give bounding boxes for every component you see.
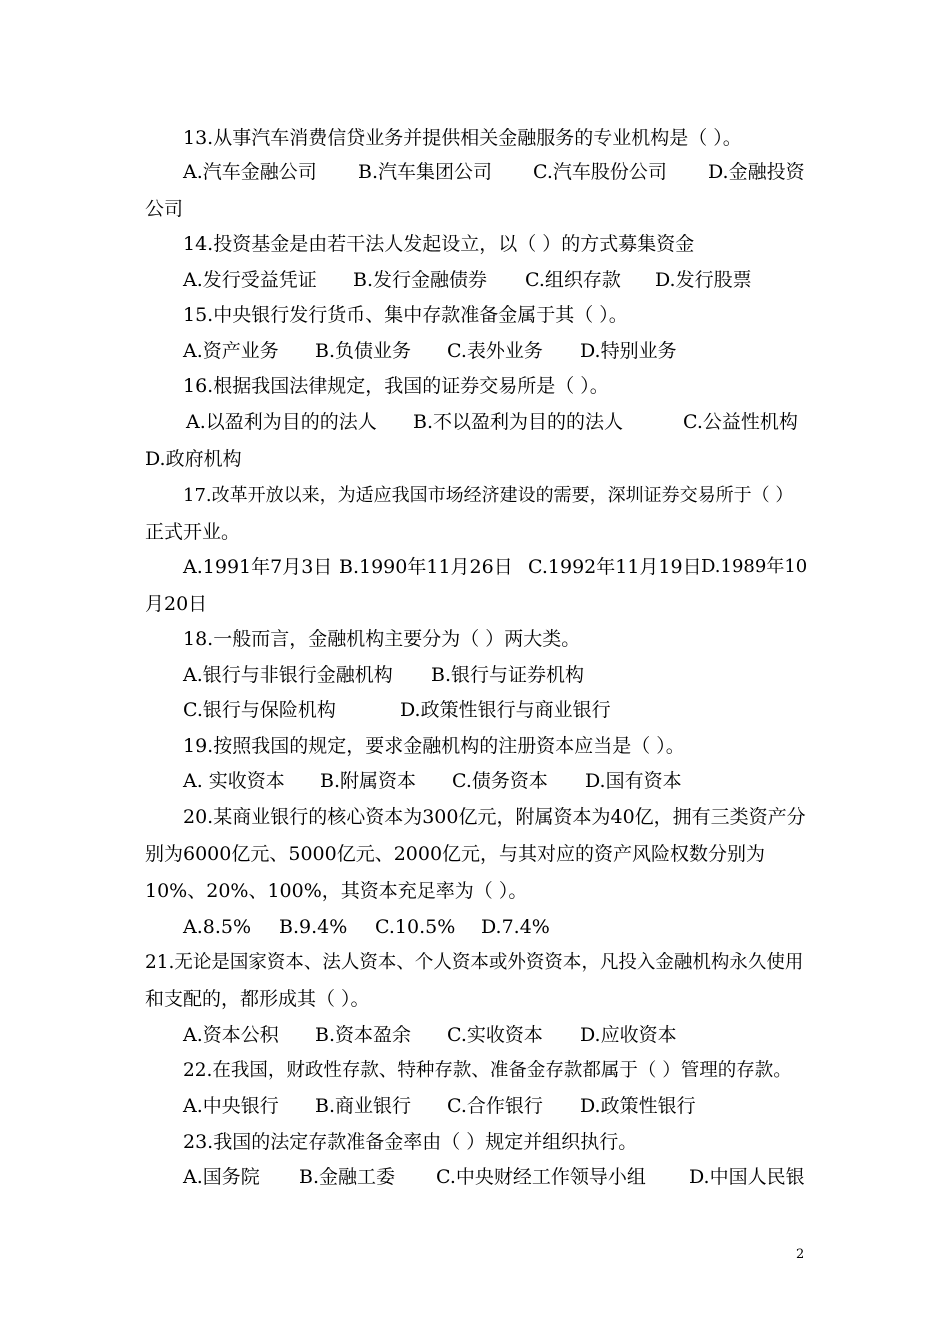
question-20-option-d: D.7.4% — [481, 916, 550, 938]
question-19-stem: 19.按照我国的规定，要求金融机构的注册资本应当是（ ）。 — [183, 735, 685, 757]
question-17-option-b: B.1990年11月26日 — [339, 556, 513, 578]
question-21-stem-line-2: 和支配的，都形成其（ ）。 — [145, 988, 370, 1010]
question-20-option-b: B.9.4% — [279, 916, 348, 938]
question-22-stem: 22.在我国，财政性存款、特种存款、准备金存款都属于（ ）管理的存款。 — [183, 1060, 792, 1081]
question-20-stem-line-2: 别为6000亿元、5000亿元、2000亿元，与其对应的资产风险权数分别为 — [145, 843, 766, 865]
question-17-stem-cont: 正式开业。 — [145, 521, 241, 543]
question-19-option-b: B.附属资本 — [320, 770, 417, 792]
question-16-option-b: B.不以盈利为目的的法人 — [413, 411, 624, 433]
question-19-option-d: D.国有资本 — [585, 770, 682, 792]
question-14-stem: 14.投资基金是由若干法人发起设立，以（ ）的方式募集资金 — [183, 233, 695, 255]
question-20-stem-line-3: 10%、20%、100%，其资本充足率为（ ）。 — [145, 880, 528, 902]
question-16-option-d: D.政府机构 — [145, 448, 242, 470]
question-19-option-c: C.债务资本 — [452, 770, 548, 792]
question-21-option-c: C.实收资本 — [447, 1024, 543, 1046]
question-14-option-d: D.发行股票 — [655, 269, 752, 291]
question-15-option-a: A.资产业务 — [183, 340, 279, 362]
question-17-stem: 17.改革开放以来，为适应我国市场经济建设的需要，深圳证券交易所于（ ） — [183, 485, 794, 506]
question-16-option-c: C.公益性机构 — [683, 411, 798, 433]
question-13-option-a: A.汽车金融公司 — [183, 161, 317, 183]
question-20-stem-line-1: 20.某商业银行的核心资本为300亿元，附属资本为40亿，拥有三类资产分 — [183, 806, 806, 828]
question-18-option-b: B.银行与证券机构 — [431, 664, 585, 686]
question-14-option-c: C.组织存款 — [525, 269, 621, 291]
question-14-option-b: B.发行金融债券 — [353, 269, 488, 291]
question-17-option-d: D.1989年10 — [701, 556, 808, 577]
question-22-option-d: D.政策性银行 — [580, 1095, 696, 1117]
question-21-stem-line-1: 21.无论是国家资本、法人资本、个人资本或外资资本，凡投入金融机构永久使用 — [145, 952, 804, 973]
question-22-option-a: A.中央银行 — [183, 1095, 279, 1117]
question-13-stem: 13.从事汽车消费信贷业务并提供相关金融服务的专业机构是（ ）。 — [183, 127, 742, 149]
question-13-option-d: D.金融投资 — [708, 161, 805, 183]
question-20-option-a: A.8.5% — [183, 916, 252, 938]
question-22-option-b: B.商业银行 — [315, 1095, 412, 1117]
question-18-option-d: D.政策性银行与商业银行 — [400, 699, 611, 721]
question-15-option-b: B.负债业务 — [315, 340, 412, 362]
question-13-option-c: C.汽车股份公司 — [533, 161, 667, 183]
question-15-option-d: D.特别业务 — [580, 340, 677, 362]
question-21-option-b: B.资本盈余 — [315, 1024, 412, 1046]
question-23-option-d: D.中国人民银 — [689, 1166, 805, 1188]
question-14-option-a: A.发行受益凭证 — [183, 269, 317, 291]
question-18-stem: 18.一般而言，金融机构主要分为（ ）两大类。 — [183, 628, 581, 650]
question-19-option-a: A. 实收资本 — [183, 770, 285, 792]
question-23-option-c: C.中央财经工作领导小组 — [436, 1166, 646, 1188]
question-17-option-a: A.1991年7月3日 — [183, 556, 333, 578]
question-15-stem: 15.中央银行发行货币、集中存款准备金属于其（ ）。 — [183, 304, 628, 326]
question-15-option-c: C.表外业务 — [447, 340, 543, 362]
question-20-option-c: C.10.5% — [375, 916, 456, 938]
question-23-option-b: B.金融工委 — [299, 1166, 396, 1188]
question-16-stem: 16.根据我国法律规定，我国的证券交易所是（ ）。 — [183, 375, 609, 397]
question-17-option-c: C.1992年11月19日 — [528, 556, 702, 578]
question-13-option-b: B.汽车集团公司 — [358, 161, 493, 183]
question-23-option-a: A.国务院 — [183, 1166, 260, 1188]
question-18-option-a: A.银行与非银行金融机构 — [183, 664, 393, 686]
question-21-option-d: D.应收资本 — [580, 1024, 677, 1046]
question-16-option-a: A.以盈利为目的的法人 — [186, 411, 377, 433]
question-13-option-d-cont: 公司 — [145, 198, 184, 220]
question-22-option-c: C.合作银行 — [447, 1095, 543, 1117]
question-18-option-c: C.银行与保险机构 — [183, 699, 336, 721]
question-23-stem: 23.我国的法定存款准备金率由（ ）规定并组织执行。 — [183, 1131, 638, 1153]
page-number: 2 — [796, 1247, 805, 1262]
question-17-option-d-cont: 月20日 — [145, 593, 208, 615]
question-21-option-a: A.资本公积 — [183, 1024, 279, 1046]
